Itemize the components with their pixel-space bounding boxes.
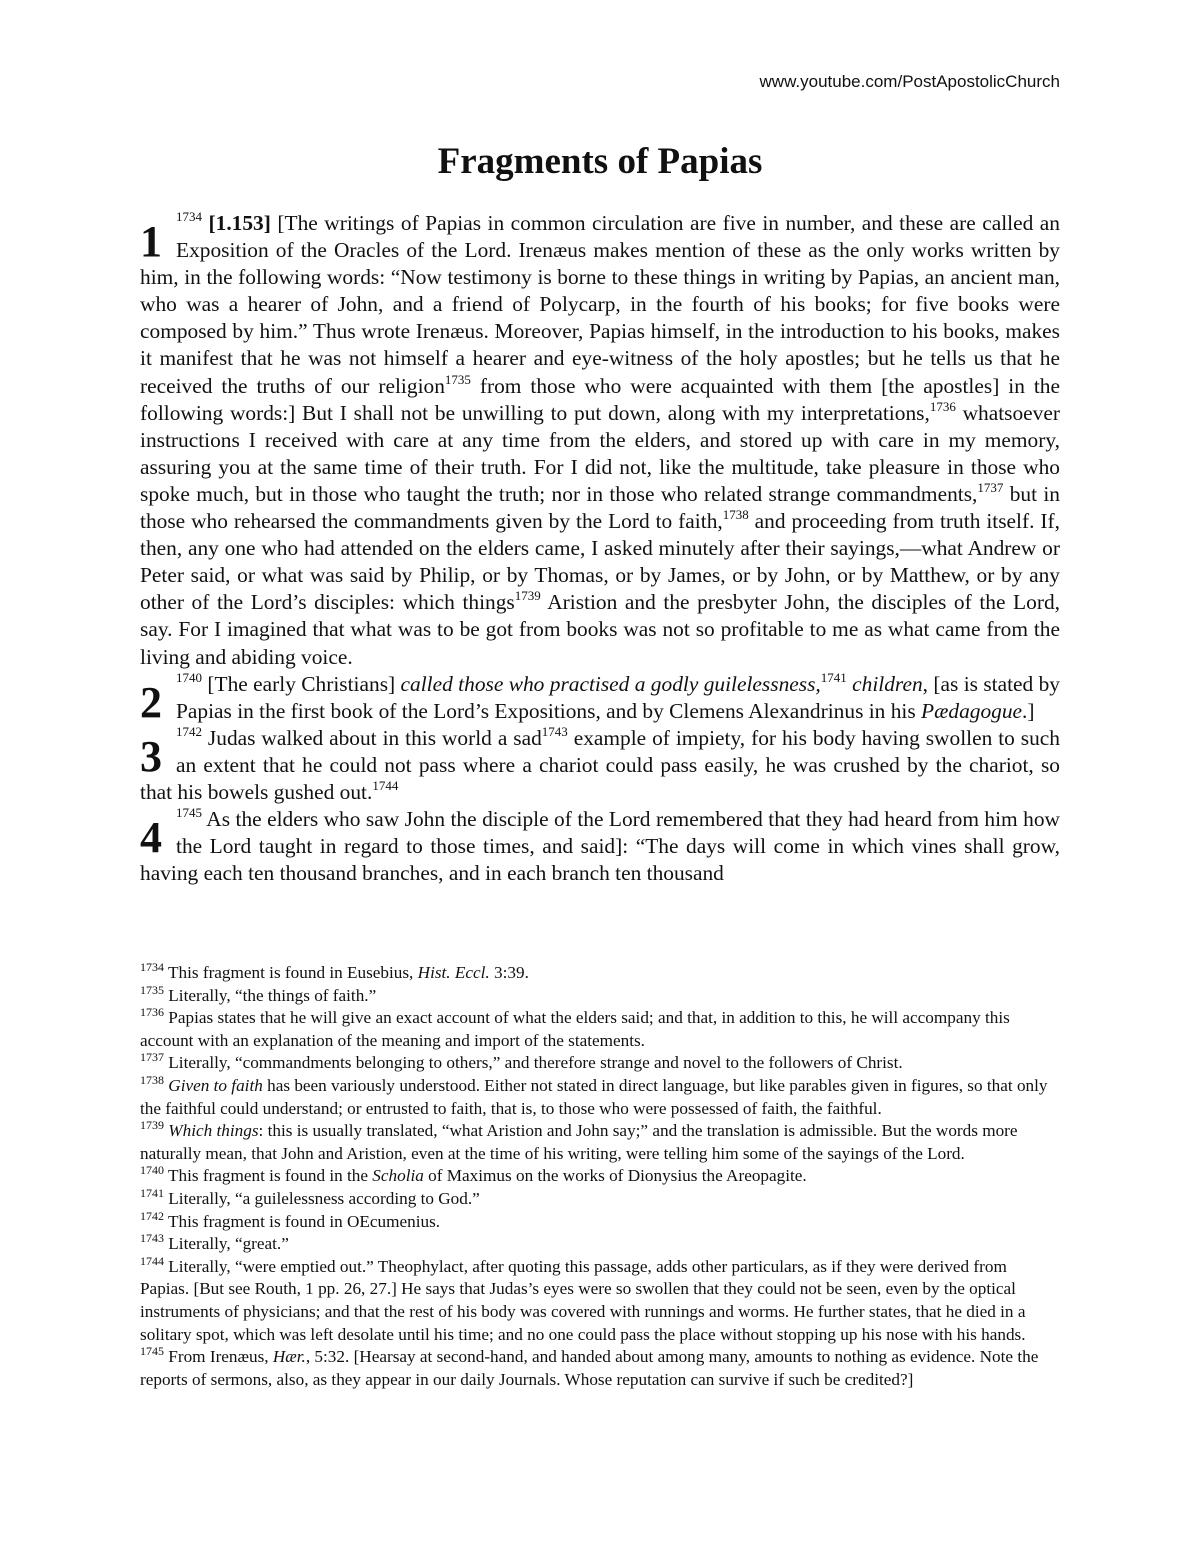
footnote-ref[interactable]: 1742: [176, 723, 202, 739]
footnotes: [140, 962, 1060, 1391]
footnote-italic: Hær.: [272, 1347, 306, 1367]
fragment-number: 2: [140, 677, 162, 727]
fragment-italic: children: [846, 671, 923, 696]
fragment-italic: called those who practised a godly guilelessness,: [400, 671, 821, 696]
fragment-text: whatsoever instructions I received with care at any time from the elders, and stored up with care in my memory, assuring you at the same time of their truth. For I did not, like the multitude, take pleasure in those who spoke much, but in those who taught the truth; nor in those who related strange commandments,: [140, 400, 1060, 506]
footnote-mark: 1736: [140, 1005, 164, 1020]
footnote-italic: Scholia: [372, 1166, 424, 1186]
fragment-text: [The writings of Papias in common circulation are five in number, and these are called an Exposition of the Oracles of the Lord. Irenæus makes mention of these as the only works written by him, in the following words: “Now testimony is borne to these things in writing by Papias, an ancient man, who was a hearer of John, and a friend of Polycarp, in the fourth of his books; for five books were composed by him.” Thus wrote Irenæus. Moreover, Papias himself, in the introduction to his books, makes it manifest that he was not himself a hearer and eye-witness of the holy apostles; but he tells us that he received the truths of our religion: [140, 211, 1060, 398]
footnote-mark: 1737: [140, 1050, 164, 1065]
header-url: www.youtube.com/PostApostolicChurch: [759, 72, 1060, 91]
footnote: [140, 962, 1060, 985]
footnote: [140, 1165, 1060, 1188]
footnote-text: This fragment is found in Eusebius,: [164, 963, 418, 982]
footnote-mark: 1741: [140, 1185, 164, 1200]
fragment-text: from those who were acquainted with them [the apostles] in the following words:] But I shall not be unwilling to put down, along with my interpretations,: [140, 373, 1060, 425]
footnote-mark: 1735: [140, 982, 164, 997]
footnote-ref[interactable]: 1744: [372, 777, 399, 793]
footnote-text: Papias states that he will give an exact account of what the elders said; and that, in addition to this, he will accompany this account with an explanation of the meaning and import of the statements.: [140, 1008, 1010, 1050]
footnote-italic: Given to faith: [168, 1075, 263, 1095]
footnote-text: of Maximus on the works of Dionysius the Areopagite.: [423, 1166, 807, 1186]
footnote: [140, 1346, 1060, 1391]
footnote-text: Literally, “the things of faith.”: [164, 985, 377, 1005]
fragment-4: [140, 806, 1060, 887]
footnote-text: , 5:32. [Hearsay at second-hand, and handed about among many, amounts to nothing as evidence. Note the reports of sermons, also, as they appear in our daily Journals. Whose reputation can survive if such be credited?]: [140, 1347, 1039, 1389]
footnote-ref[interactable]: 1737: [977, 479, 1004, 495]
footnote: [140, 1120, 1060, 1165]
footnote-text: 3:39.: [489, 963, 529, 982]
footnote-text: Literally, “a guilelessness according to God.”: [164, 1188, 480, 1208]
footnote-ref[interactable]: 1740: [176, 669, 202, 685]
fragment-text: example of impiety, for his body having swollen to such an extent that he could not pass where a chariot could pass easily, he was crushed by the chariot, so that his bowels gushed out.: [140, 725, 1060, 804]
footnote-ref[interactable]: 1743: [541, 723, 568, 739]
footnote-text: From Irenæus,: [164, 1347, 273, 1367]
fragment-text: .]: [1022, 698, 1035, 723]
fragment-2: [140, 671, 1060, 725]
fragment-text: Judas walked about in this world a sad: [202, 725, 542, 750]
footnote-mark: 1742: [140, 1208, 164, 1223]
footnote-italic: Hist. Eccl.: [417, 963, 490, 982]
fragment-number: 1: [140, 217, 162, 266]
footnote: [140, 982, 1060, 1008]
fragment-text: and proceeding from truth itself. If, then, any one who had attended on the elders came, I asked minutely after their sayings,—what Andrew or Peter said, or what was said by Philip, or by Thomas, or by James, or by John, or by Matthew, or by any other of the Lord’s disciples: which things: [140, 509, 1060, 615]
fragment-number: 4: [140, 813, 162, 863]
fragment-text: but in those who rehearsed the commandments given by the Lord to faith,: [140, 481, 1060, 534]
footnote: [140, 1052, 1060, 1075]
footnote-text: Literally, “were emptied out.” Theophylact, after quoting this passage, adds other particulars, as if they were derived from Papias. [But see Routh, 1 pp. 26, 27.] He says that Judas’s eyes were so swollen that they could not be seen, even by the optical instruments of physicians; and that the rest of his body was covered with runnings and worms. He further states, that he died in a solitary spot, which was left desolate until his time; and no one could pass the place without stopping up his nose with his hands.: [140, 1256, 1026, 1344]
footnote: [140, 1208, 1060, 1234]
footnote-mark: 1740: [140, 1163, 164, 1178]
fragment-text: As the elders who saw John the disciple of the Lord remembered that they had heard from him how the Lord taught in regard to those times, and said]: “The days will come in which vines shall grow, having each ten thousand branches, and in each branch ten thousand: [140, 807, 1060, 886]
footnote-text: Literally, “great.”: [164, 1234, 289, 1254]
footnote-ref[interactable]: 1741: [820, 669, 847, 685]
footnote-text: This fragment is found in the: [164, 1166, 373, 1186]
footnote-ref[interactable]: 1745: [176, 805, 202, 821]
fragment-text: Aristion and the presbyter John, the disciples of the Lord, say. For I imagined that what was to be got from books was not so profitable to me as what came from the living and abiding voice.: [140, 590, 1060, 669]
fragment-number: 3: [140, 731, 162, 781]
footnote-mark: 1743: [140, 1231, 164, 1246]
footnote-mark: 1738: [140, 1072, 164, 1087]
footnote-mark: 1734: [140, 960, 164, 974]
fragment-italic: Pædagogue: [921, 698, 1023, 723]
footnote-text: : this is usually translated, “what Aristion and John say;” and the translation is admissible. But the words more naturally mean, that John and Aristion, even at the time of his writing, were telling him some of the sayings of the Lord.: [140, 1121, 1018, 1163]
footnote-mark: 1745: [140, 1344, 164, 1359]
footnote: [140, 1185, 1060, 1211]
document-body: [140, 210, 1060, 887]
fragment-1: [140, 210, 1060, 671]
footnote: [140, 1072, 1060, 1120]
page-title: Fragments of Papias: [437, 141, 763, 182]
footnote-mark: 1744: [140, 1253, 164, 1268]
fragment-text: [The early Christians]: [202, 671, 401, 696]
footnote: [140, 1007, 1060, 1052]
footnote: [140, 1253, 1060, 1346]
reference-label: [1.153]: [208, 211, 271, 235]
footnote-text: This fragment is found in OEcumenius.: [164, 1211, 441, 1231]
fragment-text: , [as is stated by Papias in the first book of the Lord’s Expositions, and by Clemens Alexandrinus in his: [176, 671, 1060, 723]
footnote-ref[interactable]: 1734: [176, 209, 202, 224]
footnote-mark: 1739: [140, 1118, 164, 1133]
footnote-text: Literally, “commandments belonging to others,” and therefore strange and novel to the followers of Christ.: [164, 1053, 903, 1073]
footnote-text: has been variously understood. Either not stated in direct language, but like parables given in figures, so that only the faithful could understand; or entrusted to faith, that is, to those who were possessed of faith, the faithful.: [140, 1075, 1048, 1118]
footnote-ref[interactable]: 1735: [444, 371, 471, 387]
fragment-3: [140, 725, 1060, 806]
footnote: [140, 1233, 1060, 1256]
footnote-ref[interactable]: 1738: [722, 507, 749, 523]
footnote-ref[interactable]: 1736: [929, 398, 956, 414]
footnote-italic: Which things: [168, 1121, 259, 1141]
footnote-ref[interactable]: 1739: [514, 588, 541, 604]
